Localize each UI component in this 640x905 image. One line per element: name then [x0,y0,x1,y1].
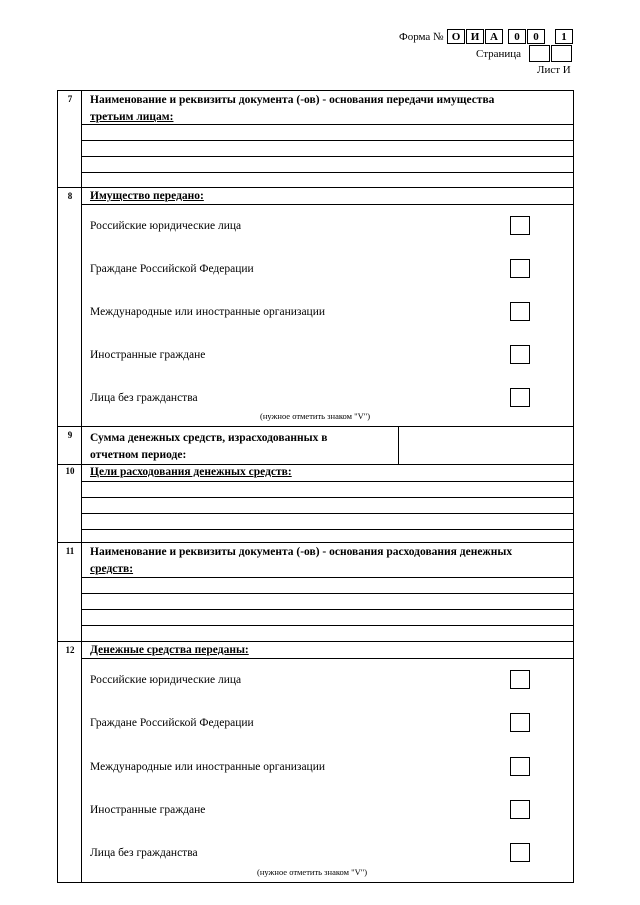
section-12-option-label: Международные или иностранные организации [90,761,326,773]
section-12-title-line [81,658,574,659]
section-9-title [90,430,327,464]
section-12-checkbox[interactable] [510,757,530,776]
form-code-char: 1 [555,29,573,44]
section-12-option-label: Лица без гражданства [90,847,198,859]
section-7-title-line1: Наименование и реквизиты документа (-ов) - основания передачи имущества [90,94,495,106]
section-10-number: 10 [65,466,75,476]
section-10-entry-line[interactable] [81,529,574,530]
section-7-title [90,92,494,126]
form-code-char: А [485,29,503,44]
section-11-entry-line[interactable] [81,577,574,578]
section-11-title-line1: Наименование и реквизиты документа (-ов) - основания расходования денежных [90,546,513,558]
section-11-entry-line[interactable] [81,625,574,626]
section-9-number: 9 [67,430,73,440]
section-8-title-line [81,204,574,205]
section-8-title-text: Имущество передано: [90,190,204,202]
page-label: Страница [476,48,522,60]
page-number-box[interactable] [551,45,572,62]
section-7-title-line2: третьим лицам: [90,111,174,123]
section-9-title-line2: отчетном периоде: [90,449,187,461]
section-12-checkbox[interactable] [510,800,530,819]
section-7-entry-line[interactable] [81,140,574,141]
form-code-char: 0 [527,29,545,44]
section-11-number: 11 [65,546,75,556]
section-9-title-line1: Сумма денежных средств, израсходованных в [90,432,328,444]
section-10-entry-line[interactable] [81,481,574,482]
section-8-option-label: Иностранные граждане [90,349,206,361]
section-11-title [90,544,512,578]
section-10-title [90,464,292,481]
section-8-title [90,188,204,205]
section-8-option-label: Российские юридические лица [90,220,242,232]
section-12-number: 12 [65,645,75,655]
section-8-checkbox[interactable] [510,388,530,407]
section-8-number: 8 [67,191,73,201]
page-number-box[interactable] [529,45,550,62]
section-8-checkbox[interactable] [510,259,530,278]
section-8-option-label: Международные или иностранные организации [90,306,326,318]
section-9-value-field[interactable] [399,427,573,463]
section-8-checkbox[interactable] [510,345,530,364]
section-11-title-line2: средств: [90,563,134,575]
section-8-note: (нужное отметить знаком "V") [260,411,371,421]
section-8-option-label: Граждане Российской Федерации [90,263,254,275]
section-12-checkbox[interactable] [510,843,530,862]
section-12-title-text: Денежные средства переданы: [90,644,249,656]
form-code-char: 0 [508,29,526,44]
section-10-entry-line[interactable] [81,513,574,514]
section-7-entry-line[interactable] [81,156,574,157]
section-12-title [90,642,249,659]
form-code-char: О [447,29,465,44]
section-7-entry-line[interactable] [81,124,574,125]
section-10-title-text: Цели расходования денежных средств: [90,466,292,478]
section-7-entry-line[interactable] [81,172,574,173]
form-number-label: Форма № [399,31,444,43]
section-12-checkbox[interactable] [510,670,530,689]
number-column-divider [81,90,82,883]
form-code-char: И [466,29,484,44]
section-12-option-label: Граждане Российской Федерации [90,717,254,729]
section-divider [57,542,574,543]
section-11-entry-line[interactable] [81,593,574,594]
sheet-label: Лист И [537,64,571,76]
section-8-checkbox[interactable] [510,216,530,235]
section-8-option-label: Лица без гражданства [90,392,198,404]
section-7-number: 7 [67,94,73,104]
section-11-entry-line[interactable] [81,609,574,610]
section-12-option-label: Иностранные граждане [90,804,206,816]
section-12-note: (нужное отметить знаком "V") [257,867,368,877]
section-12-option-label: Российские юридические лица [90,674,242,686]
section-12-checkbox[interactable] [510,713,530,732]
section-10-entry-line[interactable] [81,497,574,498]
section-8-checkbox[interactable] [510,302,530,321]
